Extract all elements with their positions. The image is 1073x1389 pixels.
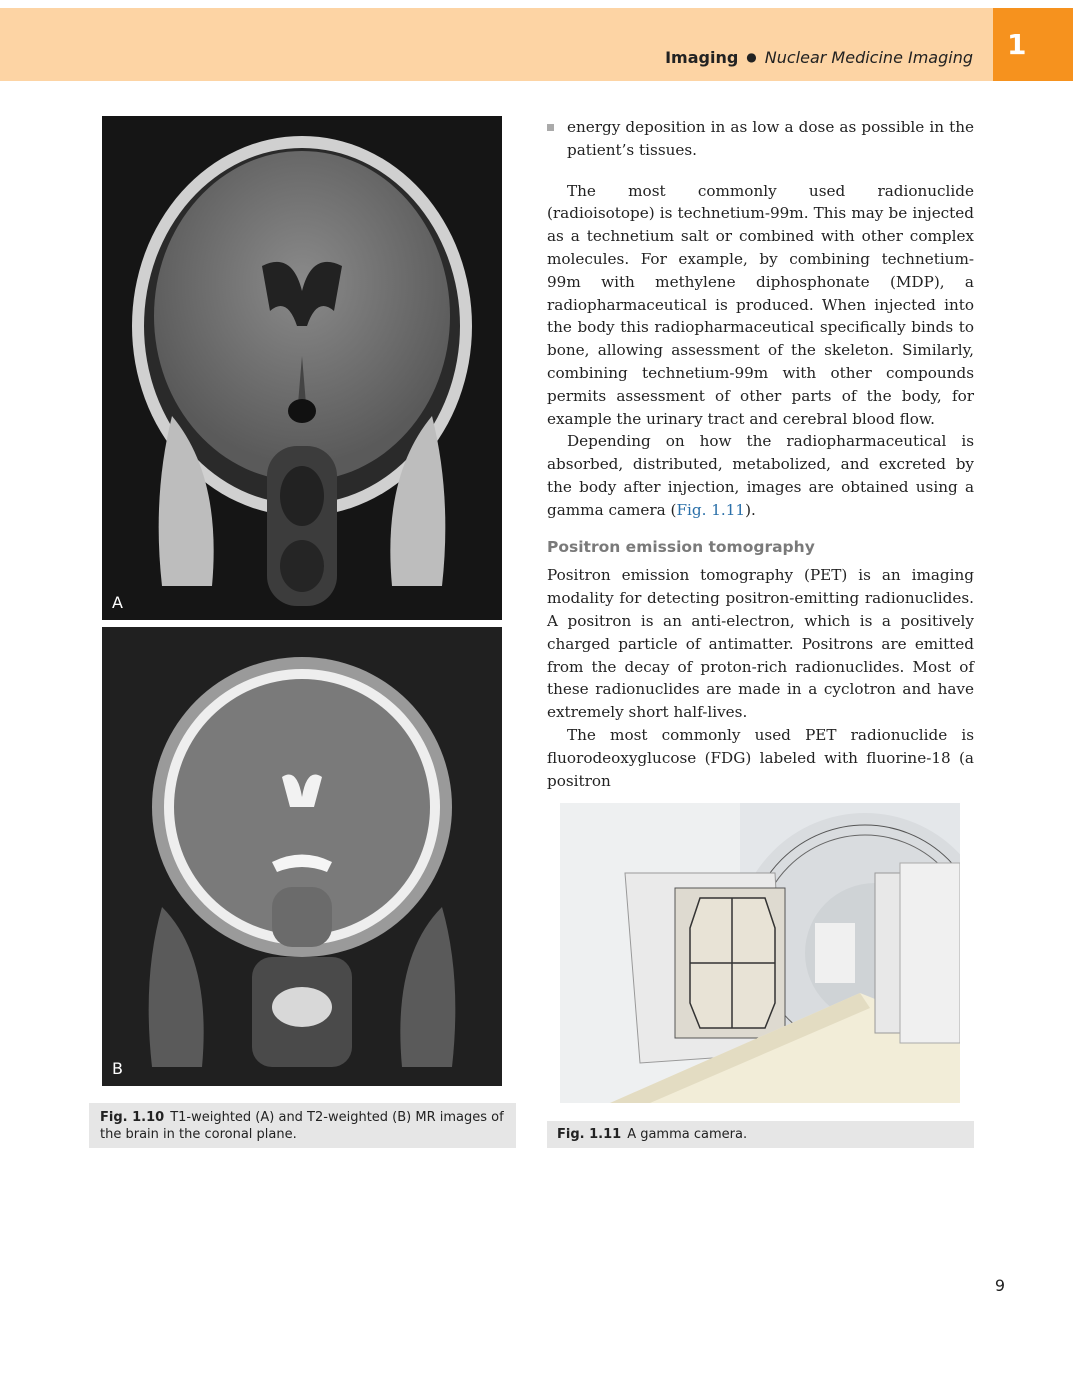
- figure-1-10-label: Fig. 1.10: [100, 1110, 165, 1125]
- figure-1-11-caption: [547, 1121, 974, 1148]
- header-band: [0, 8, 993, 81]
- figure-1-11-label: Fig. 1.11: [557, 1127, 622, 1142]
- body-text-column: [547, 116, 974, 792]
- mri-t2-image: [102, 627, 502, 1086]
- figure-1-10-caption: [89, 1103, 516, 1148]
- figure-1-11-link[interactable]: Fig. 1.11: [676, 500, 746, 519]
- figure-1-10-caption-text: T1-weighted (A) and T2-weighted (B) MR images of the brain in the coronal plane.: [100, 1110, 504, 1142]
- section-heading-pet: Positron emission tomography: [547, 537, 815, 556]
- gamma-camera-drawing: [560, 803, 960, 1103]
- running-head-section: Imaging: [665, 48, 739, 67]
- panel-label-a: A: [112, 593, 123, 612]
- mri-t2-drawing: [102, 627, 502, 1086]
- bullet-item-text: energy deposition in as low a dose as possible in the patient’s tissues.: [567, 118, 974, 159]
- paragraph-gamma-camera-end: ).: [745, 500, 756, 519]
- mri-t1-image: [102, 116, 502, 620]
- running-head: [665, 48, 973, 67]
- panel-label-b: B: [112, 1059, 123, 1078]
- bullet-separator-icon: ●: [746, 50, 757, 64]
- bullet-item: [547, 116, 974, 162]
- page-number: 9: [994, 1276, 1005, 1295]
- running-head-subsection: Nuclear Medicine Imaging: [764, 48, 973, 67]
- figure-1-11-caption-text: A gamma camera.: [627, 1127, 748, 1142]
- paragraph-technetium: The most commonly used radionuclide (radioisotope) is technetium-99m. This may be injected as a technetium salt or combined with other complex molecules. For example, by combining technetium-99m with methylene diphosphonate (MDP), a radiopharmaceutical is produced. When injected into the body this radiopharmaceutical specifically binds to bone, allowing assessment of the skeleton. Similarly, combining technetium-99m with other compounds permits assessment of other parts of the body, for example the urinary tract and cerebral blood flow.: [547, 181, 974, 428]
- paragraph-gamma-camera-text: Depending on how the radiopharmaceutical is absorbed, distributed, metabolized, and excreted by the body after injection, images are obtained using a gamma camera (: [547, 432, 974, 519]
- paragraph-pet-intro: Positron emission tomography (PET) is an imaging modality for detecting positron-emitting radionuclides. A positron is an anti-electron, which is a positively charged particle of antimatter. Positrons are emitted from the decay of proton-rich radionuclides. Most of these radionuclides are made in a cyclotron and have extremely short half-lives.: [547, 566, 974, 722]
- mri-t1-drawing: [102, 116, 502, 620]
- paragraph-gamma-camera: [547, 430, 974, 521]
- paragraph-fdg: The most commonly used PET radionuclide is fluorodeoxyglucose (FDG) labeled with fluorine-18 (a positron: [547, 725, 974, 790]
- chapter-tab: 1: [993, 8, 1073, 81]
- gamma-camera-photo: [560, 803, 960, 1103]
- square-bullet-icon: [547, 124, 554, 131]
